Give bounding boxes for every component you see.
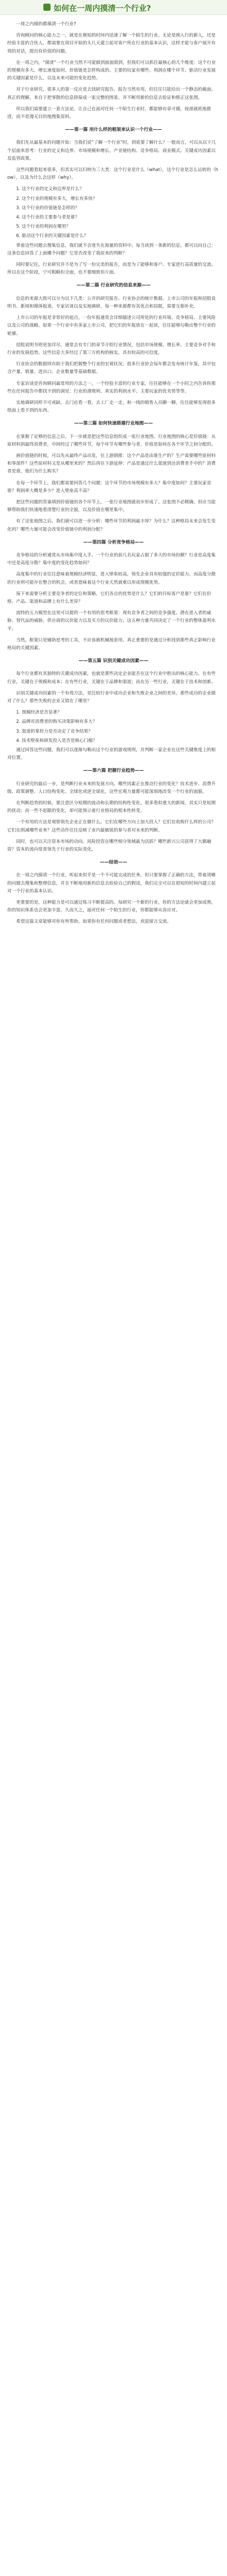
section-heading: ——第二篇 行业研究的信息来源——	[76, 283, 151, 289]
list-item: 2. 这个行业的规模有多大，增长有多快？	[16, 196, 98, 201]
paragraph: 波特的五力模型在这里可以提供一个有用的思考框架：现有竞争者之间的竞争强度、潜在进入者的威胁、替代品的威胁、供应商的议价能力以及买方的议价能力。这五种力量共同决定了一个行业的整体盈利水平。	[7, 611, 216, 632]
paragraph: 有了这张地图之后，我们就可以进一步分析：哪些环节的利润最丰厚？为什么？这种格局未来会发生变化吗？哪些力量可能会改变价值链中的利润分配？	[7, 519, 216, 532]
paragraph: 信息的来源大致可以分为以下几类：公开的研究报告、行业协会的统计数据、上市公司的年报和招股说明书、新闻和媒体报道、专家访谈以及实地调研。每一种来源都有其优点和局限，需要互相补充。	[7, 296, 216, 309]
list-item: 4. 这个行业的主要参与者是谁？	[16, 215, 79, 221]
section-heading: ——第五篇 识别关键成功因素——	[78, 658, 149, 664]
section-heading: ——结语——	[100, 860, 127, 866]
list-item: 2. 品牌对消费者的购买决策影响有多大？	[16, 719, 98, 725]
paragraph: 高度集中的行业往往意味着规模经济明显，进入壁垒较高，领先企业具有较强的定价能力。而高度分散的行业则可能存在整合的机会，或者意味着这个行业天然就难以形成规模优势。	[7, 572, 216, 585]
list-item: 1. 规模经济是否显著？	[16, 710, 62, 716]
list-item: 6. 驱动这个行业的关键因素是什么？	[16, 233, 89, 239]
paragraph: 招股说明书则更加详尽，通常会有专门的章节介绍行业情况，包括市场规模、增长率、主要竞争对手和行业的发展趋势。这些信息大多经过了第三方机构的核实，具有较高的可信度。	[7, 342, 216, 355]
paragraph: 识别关键成功因素的一个有效方法，是比较行业中成功企业和失败企业之间的差异。那些成功的企业做对了什么？那些失败的企业又错在了哪里？	[7, 690, 216, 704]
paragraph: 画价值链的时候，可以先从最终产品出发，往上游倒推：这个产品是由谁生产的？生产需要哪些原材料和零部件？这些原材料又是从哪里来的？然后再往下游延伸：产品是通过什么渠道到达消费者手中的？消费者是谁，他们为什么购买？	[7, 453, 216, 474]
paragraph: 通过回答这些问题，我们可以逐渐勾勒出这个行业的游戏规则，并判断一家企业在这些关键维度上的相对位置。	[7, 748, 216, 761]
paragraph: 带着这些问题去搜集信息，我们就不会迷失在海量的资料中。每当读到一条新的信息，都可以问自己：这条信息回答了上面哪个问题？它是否改变了我原来的判断？	[7, 243, 216, 256]
paragraph: 这些问题看起来很多，但其实可以归纳为三大类：这个行业是什么（what），这个行业是怎么运转的（how），以及为什么会这样（why）。	[7, 167, 218, 181]
paragraph: 在判断趋势的时候，要注意区分短期的波动和长期的结构性变化。很多看似重大的新闻，其实只是短期的扰动；而一些不起眼的变化，却可能预示着行业格局的根本性转变。	[7, 801, 216, 814]
list-item: 3. 渠道的掌控力是否决定了竞争结果？	[16, 728, 93, 734]
paragraph: 同时要记住，行业研究并不是为了写一份完美的报告，而是为了能够和客户、专家进行高质量的交流。所以在这个阶段，宁可粗略但全面，也不要细致但片面。	[7, 262, 216, 276]
article-body	[7, 21, 220, 930]
paragraph: 在一周之内摸清一个行业，听起来似乎是一个不可能完成的任务。但只要掌握了正确的方法，带着清晰的问题去搜集和整理信息，并且不断地用新的信息去检验自己的假设，我们完全可以在很短的时间内建立起对一个行业的基本认识。	[7, 873, 216, 894]
paragraph: 在一周之内，“摸清”一个行业当然不可能做到面面俱到，但我们可以抓住最核心的几个维度：这个行业的规模有多大、增长速度如何、价值链是怎样构成的、主要的玩家有哪些、利润在哪个环节、驱动行业发展的关键因素是什么，以及未来可能的变化趋势。	[7, 60, 216, 81]
paragraph: 一周之内摸的都摸清一个行业?	[16, 22, 76, 27]
paragraph: 同时，也可以关注资本市场的动向。风险投资在哪些细分领域最为活跃？哪些新兴公司获得了大额融资？资本的流向常常领先于行业的实际变化。	[7, 839, 212, 853]
paragraph: 咨询顾问的核心能力之一，就是在极短的时间内迅速了解一个陌生的行业。无论是刚入行的新人，还是经验丰富的合伙人，都需要在项目开始的头几天建立起对客户所在行业的基本认识，这样才能与客户展开有效的对话，提出有价值的问题。	[7, 33, 216, 54]
paragraph: 每个行业都有其独特的关键成功因素，也就是那些决定企业能否在这个行业中胜出的核心能力。在有些行业，关键在于规模和成本；在有些行业，关键在于品牌和渠道；而在另一些行业，关键在于技术和创新。	[7, 671, 216, 685]
list-item: 4. 技术壁垒和研发投入是否是核心门槛？	[16, 738, 98, 743]
paragraph: 把这些问题的答案填到价值链的各个环节上，一张行业地图就初步形成了。这张图不必精确，但应当能够帮助我们快速地看清楚行业的全貌，以及价值在哪里集中。	[7, 499, 216, 513]
paragraph: 对于行业研究，很多人的第一反应是去找研究报告。报告当然有用，但往往只能给出一个静态的截面。真正的理解，来自于把零散的信息拼接成一张完整的图景，并不断用新的信息去验证和修正这张图。	[7, 87, 216, 100]
paragraph: 行业研究的最后一步，是判断行业未来的发展方向。哪些因素正在推动行业的变化？技术进步、消费升级、政策调整、人口结构变化、全球化或逆全球化，这些宏观力量都可能深刻地改变一个行业的面貌。	[7, 781, 216, 794]
article-icon	[43, 4, 51, 11]
paragraph: 在每一个环节上，我们都需要回答几个问题：这个环节的市场规模有多大？集中度如何？主要玩家是谁？利润率大概是多少？进入壁垒高不高？	[7, 480, 212, 494]
paragraph: 实地调研同样不可或缺。去门店看一看，去工厂走一走，和一线的销售人员聊一聊，往往能够发现很多纸面上看不到的东西。	[7, 400, 216, 414]
section-heading: ——第三篇 如何快速搭建行业地图——	[74, 421, 153, 427]
list-item: 3. 这个行业的价值链是怎样的？	[16, 205, 79, 211]
section-heading: ——第一篇 用什么样的框架来认识一个行业——	[65, 127, 162, 133]
paragraph: 在掌握了足够的信息之后，下一步就是把这些信息组织成一张行业地图。行业地图的核心是价值链：从原材料到最终消费者，中间经过了哪些环节，每个环节有哪些参与者，价值是如何在各个环节之间分配的。	[7, 434, 216, 447]
list-item: 5. 这个行业的利润在哪里？	[16, 224, 71, 230]
paragraph: 行业协会的数据则有助于我们把握整个行业的宏观状况。很多行业协会每年都会发布统计年鉴，其中包含产量、销量、进出口、企业数量等基础数据。	[7, 362, 216, 375]
page-title: 如何在一周内摸清一个行业?	[54, 4, 151, 13]
section-heading: ——第六篇 把握行业趋势——	[83, 768, 144, 774]
paragraph: 接下来需要分析主要竞争者的定位和策略。它们各自的优势是什么？它们的目标客户是谁？它们在价格、产品、渠道和品牌上有什么差异？	[7, 591, 212, 604]
paragraph: 竞争格局的分析通常从市场集中度入手。一个行业的前几名玩家占据了多大的市场份额？行业是高度集中还是高度分散？集中度的变化趋势如何？	[7, 552, 216, 566]
paragraph: 当然，框架只是辅助思考的工具，不应该被机械地套用。真正重要的是通过分析找到那些真正影响行业格局的关键因素。	[7, 637, 216, 651]
section-heading: ——第四篇 分析竞争格局——	[83, 539, 144, 545]
paragraph: 所以我们需要建立一套方法论，让自己在面对任何一个陌生行业时，都能够有章可循，按部就班地推进，而不是漫无目的地搜集资料。	[7, 106, 212, 120]
list-item: 1. 这个行业的定义和边界是什么？	[16, 187, 84, 192]
paragraph: 我们先从最基本的问题开始：当我们说“了解一个行业”时，到底要了解什么？一般而言，可以从以下几个层面来思考：行业的定义和边界、市场规模和增长、产业链结构、竞争格局、商业模式、关键成功因素以及监管政策。	[7, 140, 216, 161]
paragraph: 更重要的是，这种能力是可以通过练习不断提高的。每研究一个新的行业，你的方法论就会更加成熟，你的知识体系也会更加丰富。久而久之，面对任何一个陌生的行业，你都能够从容应对。	[7, 900, 216, 913]
paragraph: 专家访谈是咨询顾问最常用的方法之一。一个经验丰富的行业专家，往往能够在一个小时之内告诉你那些在任何报告中都找不到的洞见：行业的潜规则、真实的利润水平、主要玩家的优劣势等等。	[7, 381, 216, 394]
paragraph: 希望这篇文章能够对你有所帮助。如果你有任何问题或者想法，欢迎留言交流。	[16, 919, 171, 925]
title-bar	[0, 0, 227, 15]
paragraph: 一个有用的方法是观察领先企业正在做什么。它们在哪些方向上加大投入？它们在收购什么样的公司？它们在削减哪些业务？这些动作往往反映了业内最敏锐的参与者对未来的判断。	[7, 820, 216, 833]
paragraph: 上市公司的年报是非常好的起点。一份年报通常会详细描述公司所处的行业环境、竞争格局、主要风险以及公司的战略。如果一个行业中有多家上市公司，把它们的年报放在一起读，往往能够勾勒出整个行业的轮廓。	[7, 315, 216, 336]
